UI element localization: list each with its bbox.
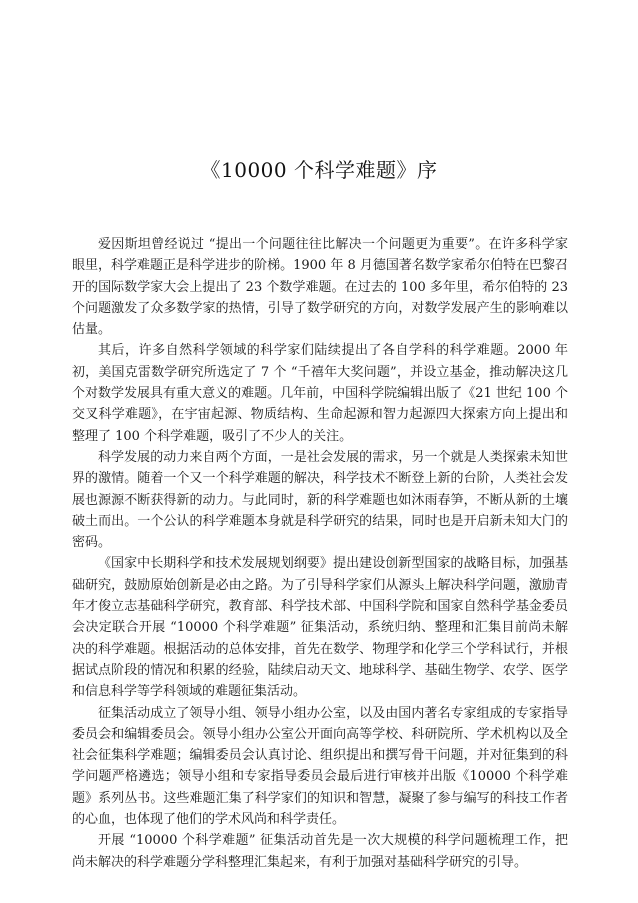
paragraph-6: 开展 “10000 个科学难题” 征集活动首先是一次大规模的科学问题梳理工作，把尚未解决的科学难题分学科整理汇集起来，有利于加强对基础科学研究的引导。 [72, 833, 568, 870]
paragraph-3: 科学发展的动力来自两个方面，一是社会发展的需求，另一个就是人类探索未知世界的激情。随着一个又一个科学难题的解决，科学技术不断登上新的台阶，人类社会发展也源源不断获得新的动力。与此同时，新的科学难题也如沐雨春笋，不断从新的土壤破土而出。一个公认的科学难题本身就是科学研究的结果，同时也是开启新未知大门的密码。 [72, 449, 568, 551]
paragraph-5: 征集活动成立了领导小组、领导小组办公室，以及由国内著名专家组成的专家指导委员会和编辑委员会。领导小组办公室公开面向高等学校、科研院所、学术机构以及全社会征集科学难题；编辑委员会认真讨论、组织提出和撰写骨干问题，并对征集到的科学问题严格遴选；领导小组和专家指导委员会最后进行审核并出版《10000 个科学难题》系列丛书。这些难题汇集了科学家们的知识和智慧，凝聚了参与编写的科技工作者的心血，也体现了他们的学术风尚和科学责任。 [72, 705, 568, 828]
paragraph-4: 《国家中长期科学和技术发展规划纲要》提出建设创新型国家的战略目标，加强基础研究，鼓励原始创新是必由之路。为了引导科学家们从源头上解决科学问题，激励青年才俊立志基础科学研究，教育部、科学技术部、中国科学院和国家自然科学基金委员会决定联合开展 “10000 个科学难题” 征集活动，系统归纳、整理和汇集目前尚未解决的科学难题。根据活动的总体安排，首先在数学、物理学和化学三个学科试行，并根据试点阶段的情况和积累的经验，陆续启动天文、地球科学、基础生物学、农学、医学和信息科学等学科领域的难题征集活动。 [72, 556, 568, 700]
preface-body [72, 234, 568, 873]
paragraph-1: 爱因斯坦曾经说过 “提出一个问题往往比解决一个问题更为重要”。在许多科学家眼里，科学难题正是科学进步的阶梯。1900 年 8 月德国著名数学家希尔伯特在巴黎召开的国际数学家大会上提出了 23 个数学难题。在过去的 100 多年里，希尔伯特的 23 个问题激发了众多数学家的热情，引导了数学研究的方向，对数学发展产生的影响难以估量。 [72, 237, 568, 338]
page-title: 《10000 个科学难题》序 [200, 158, 438, 182]
paragraph-2: 其后，许多自然科学领域的科学家们陆续提出了各自学科的科学难题。2000 年初，美国克雷数学研究所选定了 7 个 “千禧年大奖问题”，并设立基金，推动解决这几个对数学发展具有重大意义的难题。几年前，中国科学院编辑出版了《21 世纪 100 个交叉科学难题》，在宇宙起源、物质结构、生命起源和智力起源四大探索方向上提出和整理了 100 个科学难题，吸引了不少人的关注。 [72, 343, 568, 444]
